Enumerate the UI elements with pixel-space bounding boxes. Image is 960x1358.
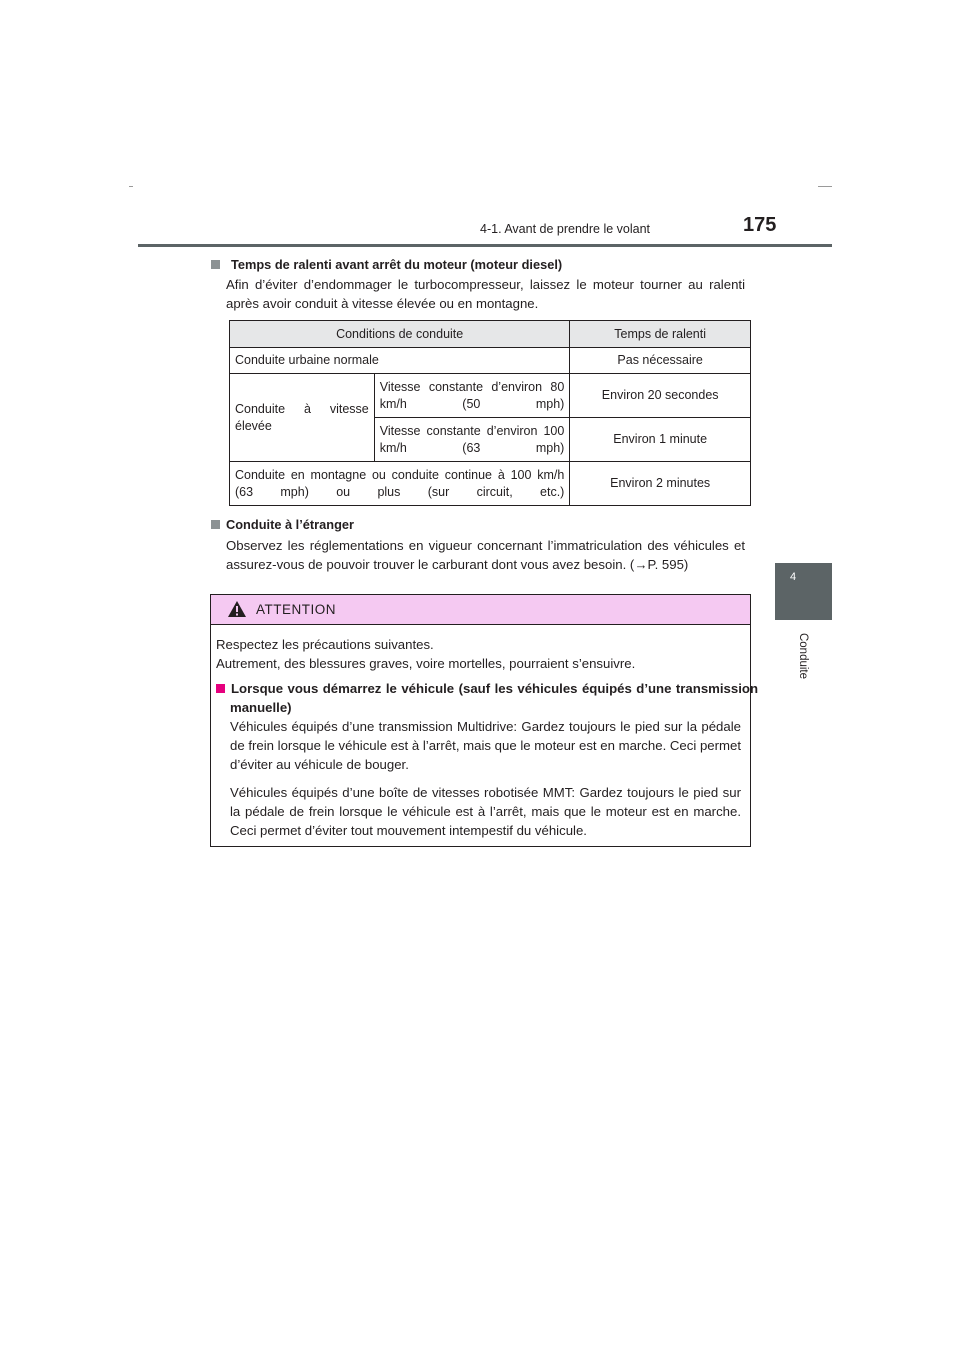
attention-title: ATTENTION — [256, 602, 336, 617]
idle-heading — [211, 257, 562, 272]
table-header-row — [230, 321, 751, 348]
attention-item-heading-text: Lorsque vous démarrez le véhicule (sauf les véhicules équipés d’une transmission manuelle) — [230, 681, 758, 715]
table-row — [230, 462, 751, 506]
square-bullet-icon — [216, 684, 225, 693]
square-bullet-icon — [211, 520, 220, 529]
chapter-number: 4 — [789, 571, 797, 583]
idle-heading-text: Temps de ralenti avant arrêt du moteur (moteur diesel) — [231, 257, 563, 272]
abroad-body-text: Observez les réglementations en vigueur concernant l’immatriculation des véhicules et assurez-vous de pouvoir trouver le carburant dont vous avez besoin. ( — [226, 538, 745, 572]
abroad-heading — [211, 517, 354, 532]
table-row — [230, 348, 751, 374]
page-number: 175 — [743, 214, 777, 236]
abroad-page-ref[interactable]: P. 595) — [647, 557, 689, 572]
chapter-tab — [775, 563, 832, 620]
chapter-label: Conduite — [797, 632, 809, 680]
row2-condition: Conduite à vitesse élevée — [230, 374, 375, 462]
table-row — [230, 374, 751, 418]
row4-time: Environ 2 minutes — [570, 462, 751, 506]
crop-mark-left — [129, 186, 133, 187]
row4-condition: Conduite en montagne ou conduite continue à 100 km/h (63 mph) ou plus (sur circuit, etc.) — [230, 462, 570, 506]
attention-intro: Respectez les précautions suivantes. — [216, 637, 434, 652]
row3-sub: Vitesse constante d’environ 100 km/h (63 mph) — [374, 418, 570, 462]
header-idle-time: Temps de ralenti — [570, 321, 751, 348]
idle-body: Afin d’éviter d’endommager le turbocompresseur, laissez le moteur tourner au ralenti après avoir conduit à vitesse élevée ou en montagne. — [226, 277, 745, 311]
attention-intro2: Autrement, des blessures graves, voire mortelles, pourraient s’ensuivre. — [216, 656, 636, 671]
attention-header — [211, 595, 750, 625]
idle-time-table — [229, 320, 751, 506]
warning-triangle-icon — [227, 600, 247, 618]
header-conditions: Conditions de conduite — [230, 321, 570, 348]
row2-sub: Vitesse constante d’environ 80 km/h (50 mph) — [374, 374, 570, 418]
row2-time: Environ 20 secondes — [570, 374, 751, 418]
attention-item-heading — [216, 679, 758, 717]
attention-para1: Véhicules équipés d’une transmission Multidrive: Gardez toujours le pied sur la pédale de frein lorsque le véhicule est à l’arrêt, mais que le moteur est en marche. Ceci permet d’éviter au véhicule de bouger. — [230, 719, 741, 772]
square-bullet-icon — [211, 260, 220, 269]
attention-box — [210, 594, 758, 847]
header-rule — [138, 244, 832, 247]
row1-time: Pas nécessaire — [570, 348, 751, 374]
abroad-body — [226, 536, 745, 574]
running-header: 4-1. Avant de prendre le volant — [480, 222, 651, 236]
abroad-heading-text: Conduite à l’étranger — [226, 517, 354, 532]
row1-condition: Conduite urbaine normale — [230, 348, 570, 374]
row3-time: Environ 1 minute — [570, 418, 751, 462]
arrow-right-icon: → — [634, 557, 648, 572]
attention-para2: Véhicules équipés d’une boîte de vitesses robotisée MMT: Gardez toujours le pied sur la pédale de frein lorsque le véhicule est à l’arrêt, mais que le moteur est en marche. Ceci permet d’éviter tout mouvement intempestif du véhicule. — [230, 785, 741, 838]
crop-mark-right — [818, 186, 832, 187]
